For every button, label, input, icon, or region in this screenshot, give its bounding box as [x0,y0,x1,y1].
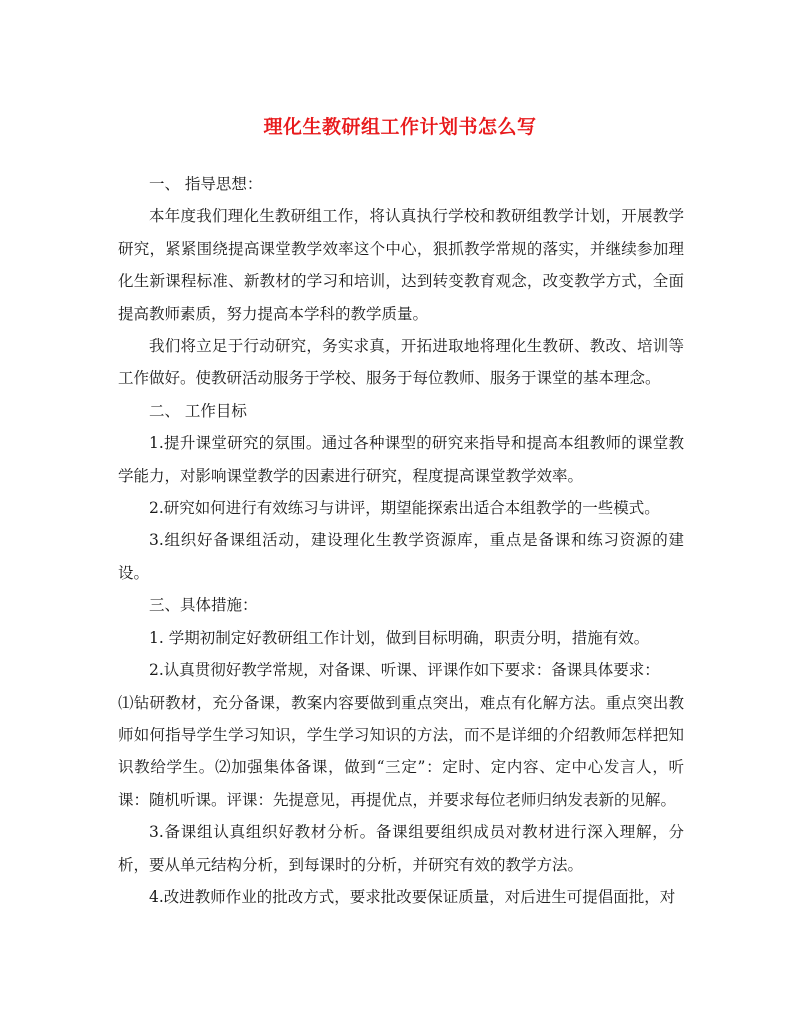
body-paragraph: 本年度我们理化生教研组工作，将认真执行学校和教研组教学计划，开展教学研究，紧紧围绕提高课堂教学效率这个中心，狠抓教学常规的落实，并继续参加理化生新课程标准、新教材的学习和培训，达到转变教育观念，改变教学方式，全面提高教师素质，努力提高本学科的教学质量。 [118,207,684,323]
measure-item-1: 1. 学期初制定好教研组工作计划，做到目标明确，职责分明，措施有效。 [149,628,650,647]
document-body [118,168,684,913]
section-heading-measures: 三、具体措施： [149,596,258,615]
section-heading-work-goals: 二、 工作目标 [149,401,247,420]
goal-item-3: 3.组织好备课组活动，建设理化生教学资源库，重点是备课和练习资源的建设。 [118,531,684,582]
document-title: 理化生教研组工作计划书怎么写 [263,116,537,138]
measure-item-4: 4.改进教师作业的批改方式，要求批改要保证质量，对后进生可提倡面批，对 [149,887,676,906]
section-heading-guiding-ideology: 一、 指导思想： [149,175,263,193]
measure-item-3: 3.备课组认真组织好教材分析。备课组要组织成员对教材进行深入理解，分析，要从单元结构分析，到每课时的分析，并研究有效的教学方法。 [118,823,684,874]
goal-item-1: 1.提升课堂研究的氛围。通过各种课型的研究来指导和提高本组教师的课堂教学能力，对影响课堂教学的因素进行研究，程度提高课堂教学效率。 [118,434,684,485]
measure-item-2: 2.认真贯彻好教学常规，对备课、听课、评课作如下要求：备课具体要求： [149,661,660,680]
measure-item-2-details: ⑴钻研教材，充分备课，教案内容要做到重点突出，难点有化解方法。重点突出教师如何指导学生学习知识，学生学习知识的方法，而不是详细的介绍教师怎样把知识教给学生。⑵加强集体备课，做到“三定”：定时、定内容、定中心发言人，听课：随机听课。评课：先提意见，再提优点，并要求每位老师归纳发表新的见解。 [118,693,684,809]
goal-item-2: 2.研究如何进行有效练习与讲评，期望能探索出适合本组教学的一些模式。 [149,499,660,518]
body-paragraph: 我们将立足于行动研究，务实求真，开拓进取地将理化生教研、教改、培训等工作做好。使教研活动服务于学校、服务于每位教师、服务于课堂的基本理念。 [118,337,684,388]
